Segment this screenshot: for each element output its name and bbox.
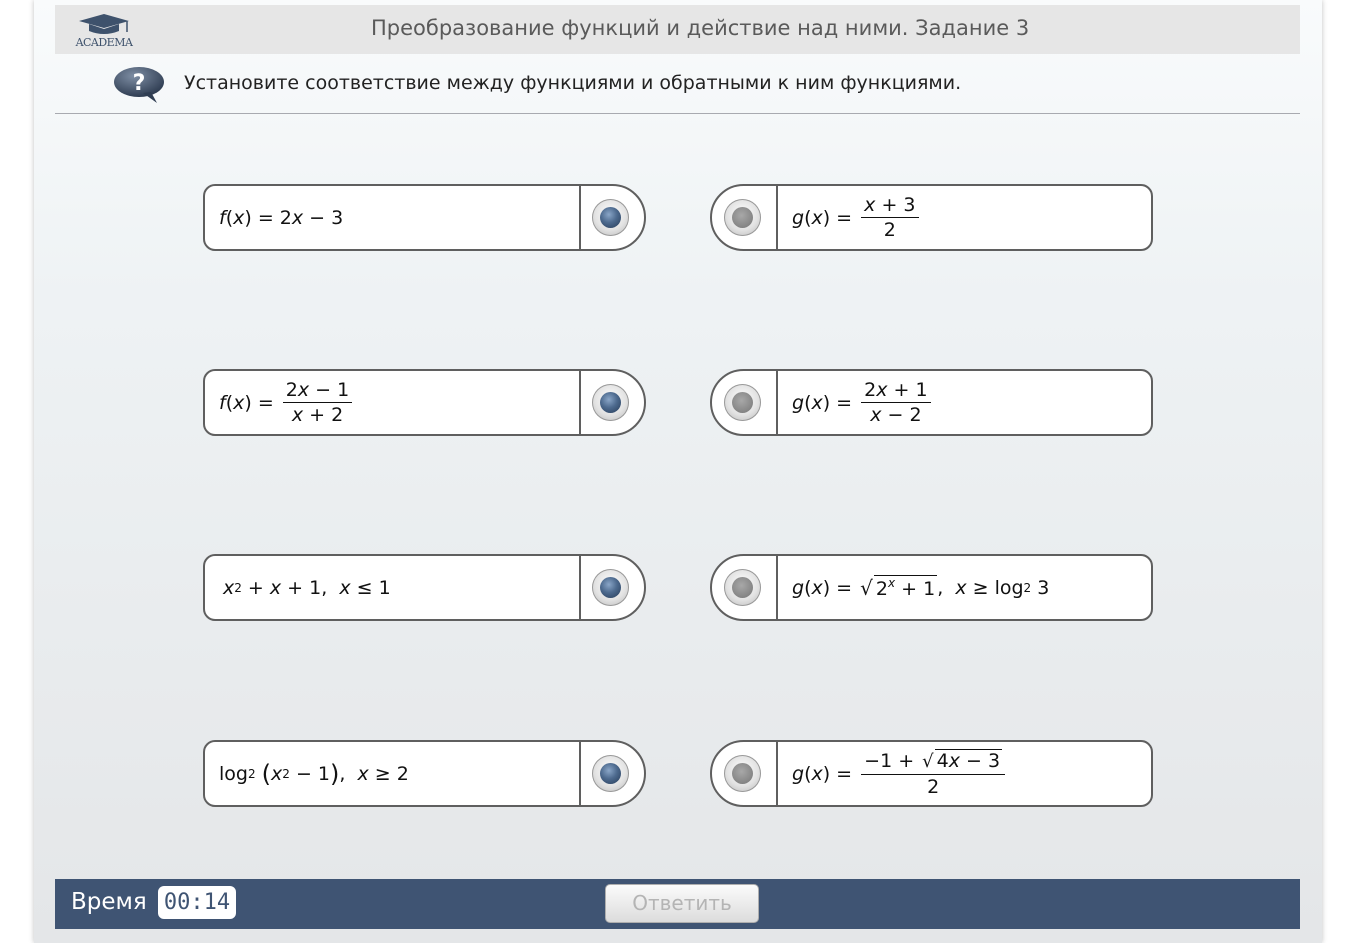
answer-button[interactable]: Ответить bbox=[605, 884, 759, 923]
logo-text: ACADEMA bbox=[75, 36, 133, 49]
card-separator bbox=[776, 184, 778, 251]
right-function-card-3[interactable] bbox=[710, 554, 1153, 621]
card-separator bbox=[776, 554, 778, 621]
connector-dot[interactable] bbox=[592, 384, 629, 421]
left-function-card-2[interactable] bbox=[203, 369, 646, 436]
academia-logo bbox=[69, 13, 139, 47]
function-formula: log 2 ( x 2 − 1 ) , x ≥ 2 bbox=[219, 759, 409, 788]
question-icon bbox=[113, 66, 165, 104]
card-separator bbox=[579, 184, 581, 251]
function-formula: g ( x ) = √ $2^x + 1$ , x ≥ log 2 3 bbox=[792, 575, 1050, 600]
connector-dot[interactable] bbox=[592, 755, 629, 792]
card-separator bbox=[776, 369, 778, 436]
connector-dot[interactable] bbox=[592, 199, 629, 236]
footer-bar bbox=[55, 879, 1300, 929]
header-bar bbox=[55, 5, 1300, 54]
left-function-card-3[interactable] bbox=[203, 554, 646, 621]
function-formula: x 2 + x + 1, x ≤ 1 bbox=[223, 576, 391, 599]
card-separator bbox=[579, 369, 581, 436]
function-formula: g ( x ) = $\frac{x + 3}{2}$ bbox=[792, 186, 922, 249]
divider bbox=[55, 113, 1300, 114]
left-function-card-1[interactable] bbox=[203, 184, 646, 251]
right-function-card-1[interactable] bbox=[710, 184, 1153, 251]
time-label: Время bbox=[71, 889, 147, 915]
function-formula: f ( x ) = $\frac{2x - 1}{x + 2}$ bbox=[219, 371, 355, 434]
function-formula: g ( x ) = $\frac{-1 + √ 4x - 3}{2}$ bbox=[792, 742, 1008, 805]
instruction-text: Установите соответствие между функциями и обратными к ним функциями. bbox=[184, 72, 962, 94]
card-separator bbox=[579, 740, 581, 807]
right-function-card-4[interactable] bbox=[710, 740, 1153, 807]
graduation-cap-icon bbox=[69, 13, 139, 37]
function-formula: g ( x ) = $\frac{2x + 1}{x - 2}$ bbox=[792, 371, 934, 434]
connector-dot[interactable] bbox=[724, 755, 761, 792]
card-separator bbox=[776, 740, 778, 807]
svg-text:?: ? bbox=[132, 71, 146, 96]
right-function-card-2[interactable] bbox=[710, 369, 1153, 436]
function-formula: f ( x ) = 2 x − 3 bbox=[219, 206, 344, 229]
connector-dot[interactable] bbox=[724, 384, 761, 421]
timer-display: 00:14 bbox=[158, 886, 236, 919]
connector-dot[interactable] bbox=[724, 199, 761, 236]
connector-dot[interactable] bbox=[592, 569, 629, 606]
card-separator bbox=[579, 554, 581, 621]
connector-dot[interactable] bbox=[724, 569, 761, 606]
page-title: Преобразование функций и действие над ними. Задание 3 bbox=[371, 16, 1030, 40]
left-function-card-4[interactable] bbox=[203, 740, 646, 807]
